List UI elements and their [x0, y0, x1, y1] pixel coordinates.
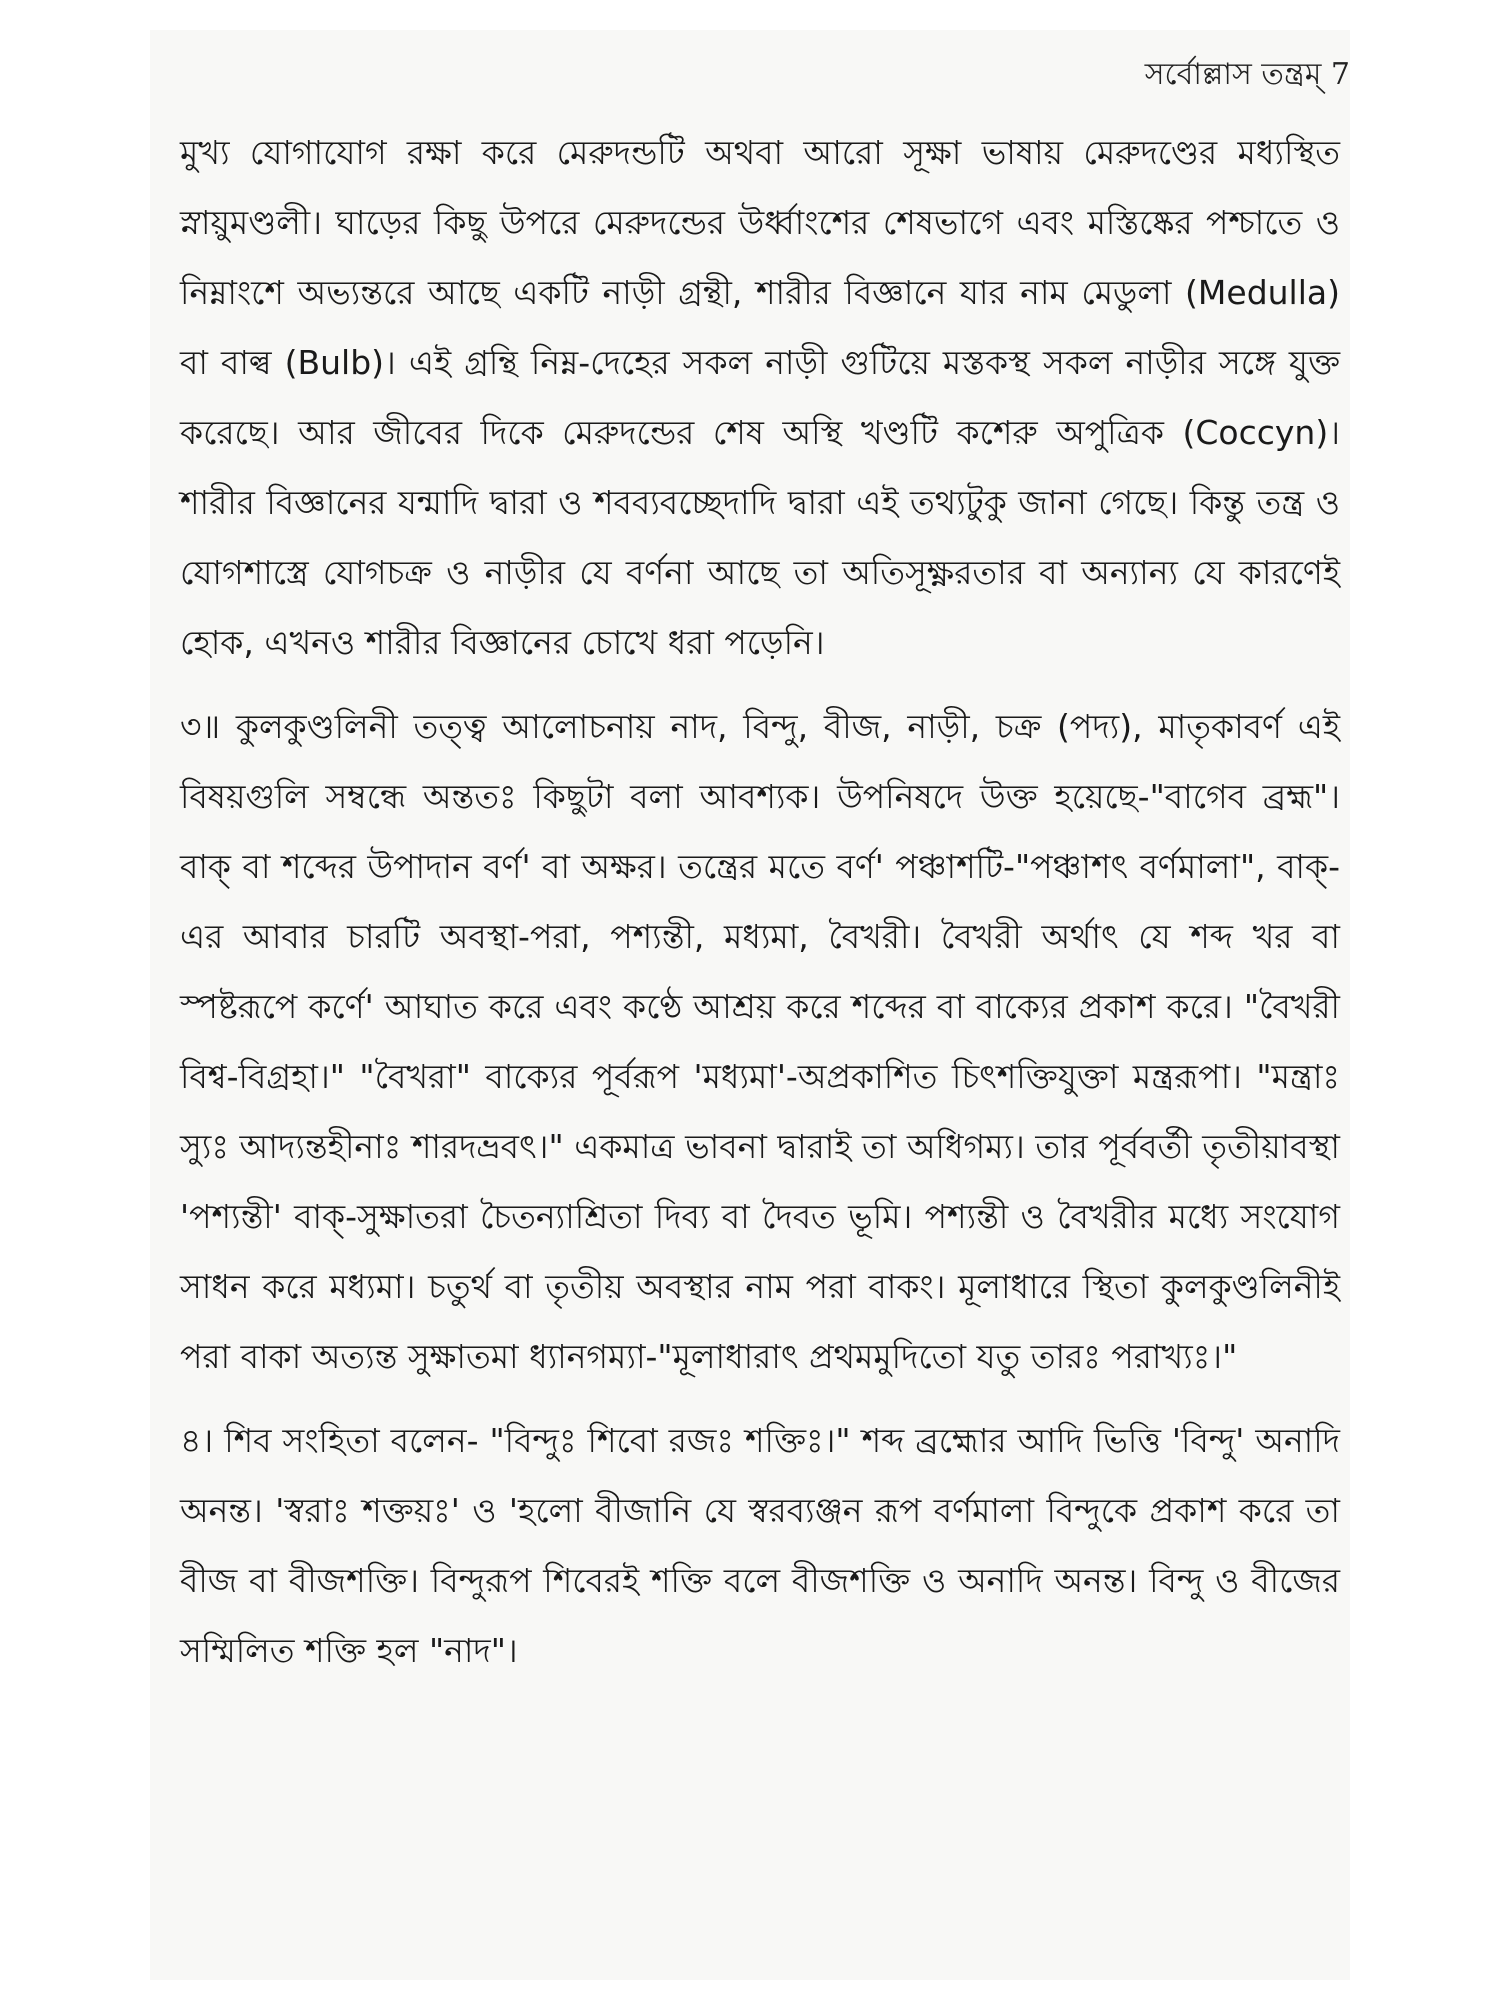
paragraph-kundalini: ৩॥ কুলকুণ্ডলিনী তত্ত্ব আলোচনায় নাদ, বিন্দু, বীজ, নাড়ী, চক্র (পদ্য), মাতৃকাবর্ণ এই বিষয়গুলি সম্বন্ধে অন্ততঃ কিছুটা বলা আবশ্যক। উপনিষদে উক্ত হয়েছে-"বাগেব ব্রহ্ম"। বাক্ বা শব্দের উপাদান বর্ণ' বা অক্ষর। তন্ত্রের মতে বর্ণ' পঞ্চাশটি-"পঞ্চাশৎ বর্ণমালা", বাক্-এর আবার চারটি অবস্থা-পরা, পশ্যন্তী, মধ্যমা, বৈখরী। বৈখরী অর্থাৎ যে শব্দ খর বা স্পষ্টরূপে কর্ণে' আঘাত করে এবং কণ্ঠে আশ্রয় করে শব্দের বা বাক্যের প্রকাশ করে। "বৈখরী বিশ্ব-বিগ্রহা।" "বৈখরা" বাক্যের পূর্বরূপ 'মধ্যমা'-অপ্রকাশিত চিৎশক্তিযুক্তা মন্ত্ররূপা। "মন্ত্রাঃ স্যুঃ আদ্যন্তহীনাঃ শারদভ্রবৎ।" একমাত্র ভাবনা দ্বারাই তা অধিগম্য। তার পূর্ববর্তী তৃতীয়াবস্থা 'পশ্যন্তী' বাক্-সুক্ষাতরা চৈতন্যাশ্রিতা দিব্য বা দৈবত ভূমি। পশ্যন্তী ও বৈখরীর মধ্যে সংযোগ সাধন করে মধ্যমা। চতুর্থ বা তৃতীয় অবস্থার নাম পরা বাকং। মূলাধারে স্থিতা কুলকুণ্ডলিনীই পরা বাকা অত্যন্ত সুক্ষাতমা ধ্যানগম্যা-"মূলাধারাৎ প্রথমমুদিতো যতু তারঃ পরাখ্যঃ।" [180, 707, 1340, 1376]
paragraph-medulla: মুখ্য যোগাযোগ রক্ষা করে মেরুদন্ডটি অথবা আরো সূক্ষা ভাষায় মেরুদণ্ডের মধ্যস্থিত স্নায়ুমণ্ডলী। ঘাড়ের কিছু উপরে মেরুদন্ডের উর্ধ্বাংশের শেষভাগে এবং মস্তিষ্কের পশ্চাতে ও নিম্নাংশে অভ্যন্তরে আছে একটি নাড়ী গ্রন্থী, শারীর বিজ্ঞানে যার নাম মেডুলা (Medulla) বা বাল্ব (Bulb)। এই গ্রন্থি নিম্ন-দেহের সকল নাড়ী গুটিয়ে মস্তকস্থ সকল নাড়ীর সঙ্গে যুক্ত করেছে। আর জীবের দিকে মেরুদন্ডের শেষ অস্থি খণ্ডটি কশেরু অপুত্রিক (Coccyn)। শারীর বিজ্ঞানের যন্মাদি দ্বারা ও শবব্যবচ্ছেদাদি দ্বারা এই তথ্যটুকু জানা গেছে। কিন্তু তন্ত্র ও যোগশাস্ত্রে যোগচক্র ও নাড়ীর যে বর্ণনা আছে তা অতিসূক্ষ্ণরতার বা অন্যান্য যে কারণেই হোক, এখনও শারীর বিজ্ঞানের চোখে ধরা পড়েনি। [180, 133, 1340, 662]
book-page [150, 30, 1350, 1980]
paragraph-bindu: ৪। শিব সংহিতা বলেন- "বিন্দুঃ শিবো রজঃ শক্তিঃ।" শব্দ ব্রহ্মোর আদি ভিত্তি 'বিন্দু' অনাদি অনন্ত। 'স্বরাঃ শক্তয়ঃ' ও 'হলো বীজানি যে স্বরব্যঞ্জন রূপ বর্ণমালা বিন্দুকে প্রকাশ করে তা বীজ বা বীজশক্তি। বিন্দুরূপ শিবেরই শক্তি বলে বীজশক্তি ও অনাদি অনন্ত। বিন্দু ও বীজের সম্মিলিত শক্তি হল "নাদ"। [180, 1421, 1340, 1670]
running-header: সর্বোল্লাস তন্ত্রম্ 7 [1144, 57, 1350, 92]
body-text [180, 118, 1340, 1686]
